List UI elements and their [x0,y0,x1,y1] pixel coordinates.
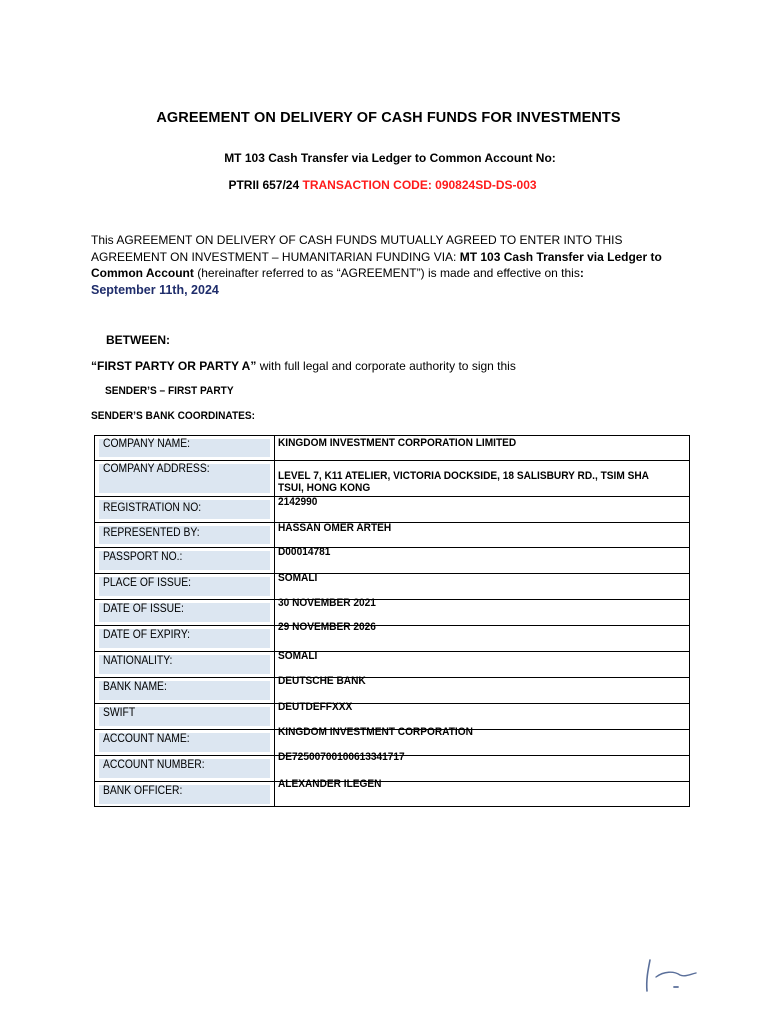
reference-number: PTRII 657/24 [228,178,303,192]
field-value [278,597,376,609]
label-cell [95,678,275,703]
field-value [278,778,381,790]
field-label: BANK OFFICER: [103,785,183,797]
label-cell [95,574,275,599]
reference-line [0,178,765,192]
transaction-code: TRANSACTION CODE: 090824SD-DS-003 [302,178,537,192]
label-cell [95,523,275,547]
label-cell [95,730,275,755]
field-value [278,572,317,584]
label-cell [95,436,275,460]
intro-colon: : [579,266,584,280]
field-value-line: 30 NOVEMBER 2021 [278,597,376,609]
party-line [91,359,516,373]
document-title: AGREEMENT ON DELIVERY OF CASH FUNDS FOR INVESTMENTS [156,110,621,126]
label-cell [95,782,275,807]
field-value [278,650,317,662]
field-value-line: SOMALI [278,572,318,584]
field-label: SWIFT [103,707,136,719]
table-row [95,461,689,497]
field-value [278,522,391,534]
field-value-line: D00014781 [278,546,331,558]
table-row [95,778,689,807]
label-cell [95,626,275,651]
field-value [278,470,649,494]
label-cell [95,497,275,522]
field-label: COMPANY NAME: [103,438,191,450]
table-row [95,548,689,574]
between-label: BETWEEN: [106,333,170,347]
party-description: with full legal and corporate authority to sign this [256,359,516,373]
table-row [95,497,689,523]
field-value-line: KINGDOM INVESTMENT CORPORATION LIMITED [278,437,517,449]
field-value-line: SOMALI [278,650,318,662]
field-value-line: HASSAN OMER ARTEH [278,522,392,534]
table-row [95,597,689,626]
party-name: “FIRST PARTY OR PARTY A” [91,359,257,373]
table-row [95,574,689,600]
field-value-line: LEVEL 7, K11 ATELIER, VICTORIA DOCKSIDE, 18 SALISBURY RD., TSIM SHA [278,470,649,482]
field-value [278,496,317,508]
table-row [95,621,689,652]
field-value-line: DEUTDEFFXXX [278,701,353,713]
intro-paragraph [91,232,691,298]
label-cell [95,548,275,573]
field-value [278,675,366,687]
sender-details-table [94,435,690,807]
field-label: PLACE OF ISSUE: [103,577,192,589]
field-label: REPRESENTED BY: [103,527,200,539]
field-value-line: DEUTSCHE BANK [278,675,366,687]
field-label: COMPANY ADDRESS: [103,463,210,475]
field-label: DATE OF ISSUE: [103,603,184,615]
table-row [95,523,689,548]
signature-mark [640,955,710,1005]
table-row [95,652,689,678]
field-value-line: 29 NOVEMBER 2026 [278,621,376,633]
document-subtitle: MT 103 Cash Transfer via Ledger to Common Account No: [224,151,556,165]
field-value [278,751,405,763]
field-value-line: TSUI, HONG KONG [278,482,371,494]
field-value-line: 2142990 [278,496,318,508]
sender-label: SENDER’S – FIRST PARTY [105,385,234,397]
field-value [278,726,473,738]
table-row [95,751,689,782]
field-value-line: ALEXANDER ILEGEN [278,778,382,790]
intro-text-continued: (hereinafter referred to as “AGREEMENT”) is made and effective on this [193,266,580,280]
field-value [278,437,516,449]
field-label: PASSPORT NO.: [103,551,183,563]
label-cell [95,704,275,729]
field-value [278,701,352,713]
table-row [95,675,689,704]
signature-icon [640,955,710,1000]
label-cell [95,652,275,677]
field-value [278,546,330,558]
field-value [278,621,376,633]
field-label: REGISTRATION NO: [103,502,202,514]
field-label: BANK NAME: [103,681,167,693]
field-label: NATIONALITY: [103,655,173,667]
table-row [95,436,689,461]
field-value-line: DE72500700100613341717 [278,751,405,763]
label-cell [95,756,275,781]
intro-bold-text: MT 103 Cash Transfer via Ledger to Common Account [91,249,662,280]
field-label: ACCOUNT NAME: [103,733,190,745]
intro-text: This AGREEMENT ON DELIVERY OF CASH FUNDS MUTUALLY AGREED TO ENTER INTO THIS AGREEMENT ON INVESTMENT – HUMANITARIAN FUNDING VIA: [91,233,623,264]
field-label: ACCOUNT NUMBER: [103,759,205,771]
bank-coordinates-label: SENDER’S BANK COORDINATES: [91,410,256,422]
effective-date: September 11th, 2024 [91,282,219,297]
label-cell [95,600,275,625]
field-label: DATE OF EXPIRY: [103,629,191,641]
label-cell [95,461,275,496]
field-value-line: KINGDOM INVESTMENT CORPORATION [278,726,473,738]
